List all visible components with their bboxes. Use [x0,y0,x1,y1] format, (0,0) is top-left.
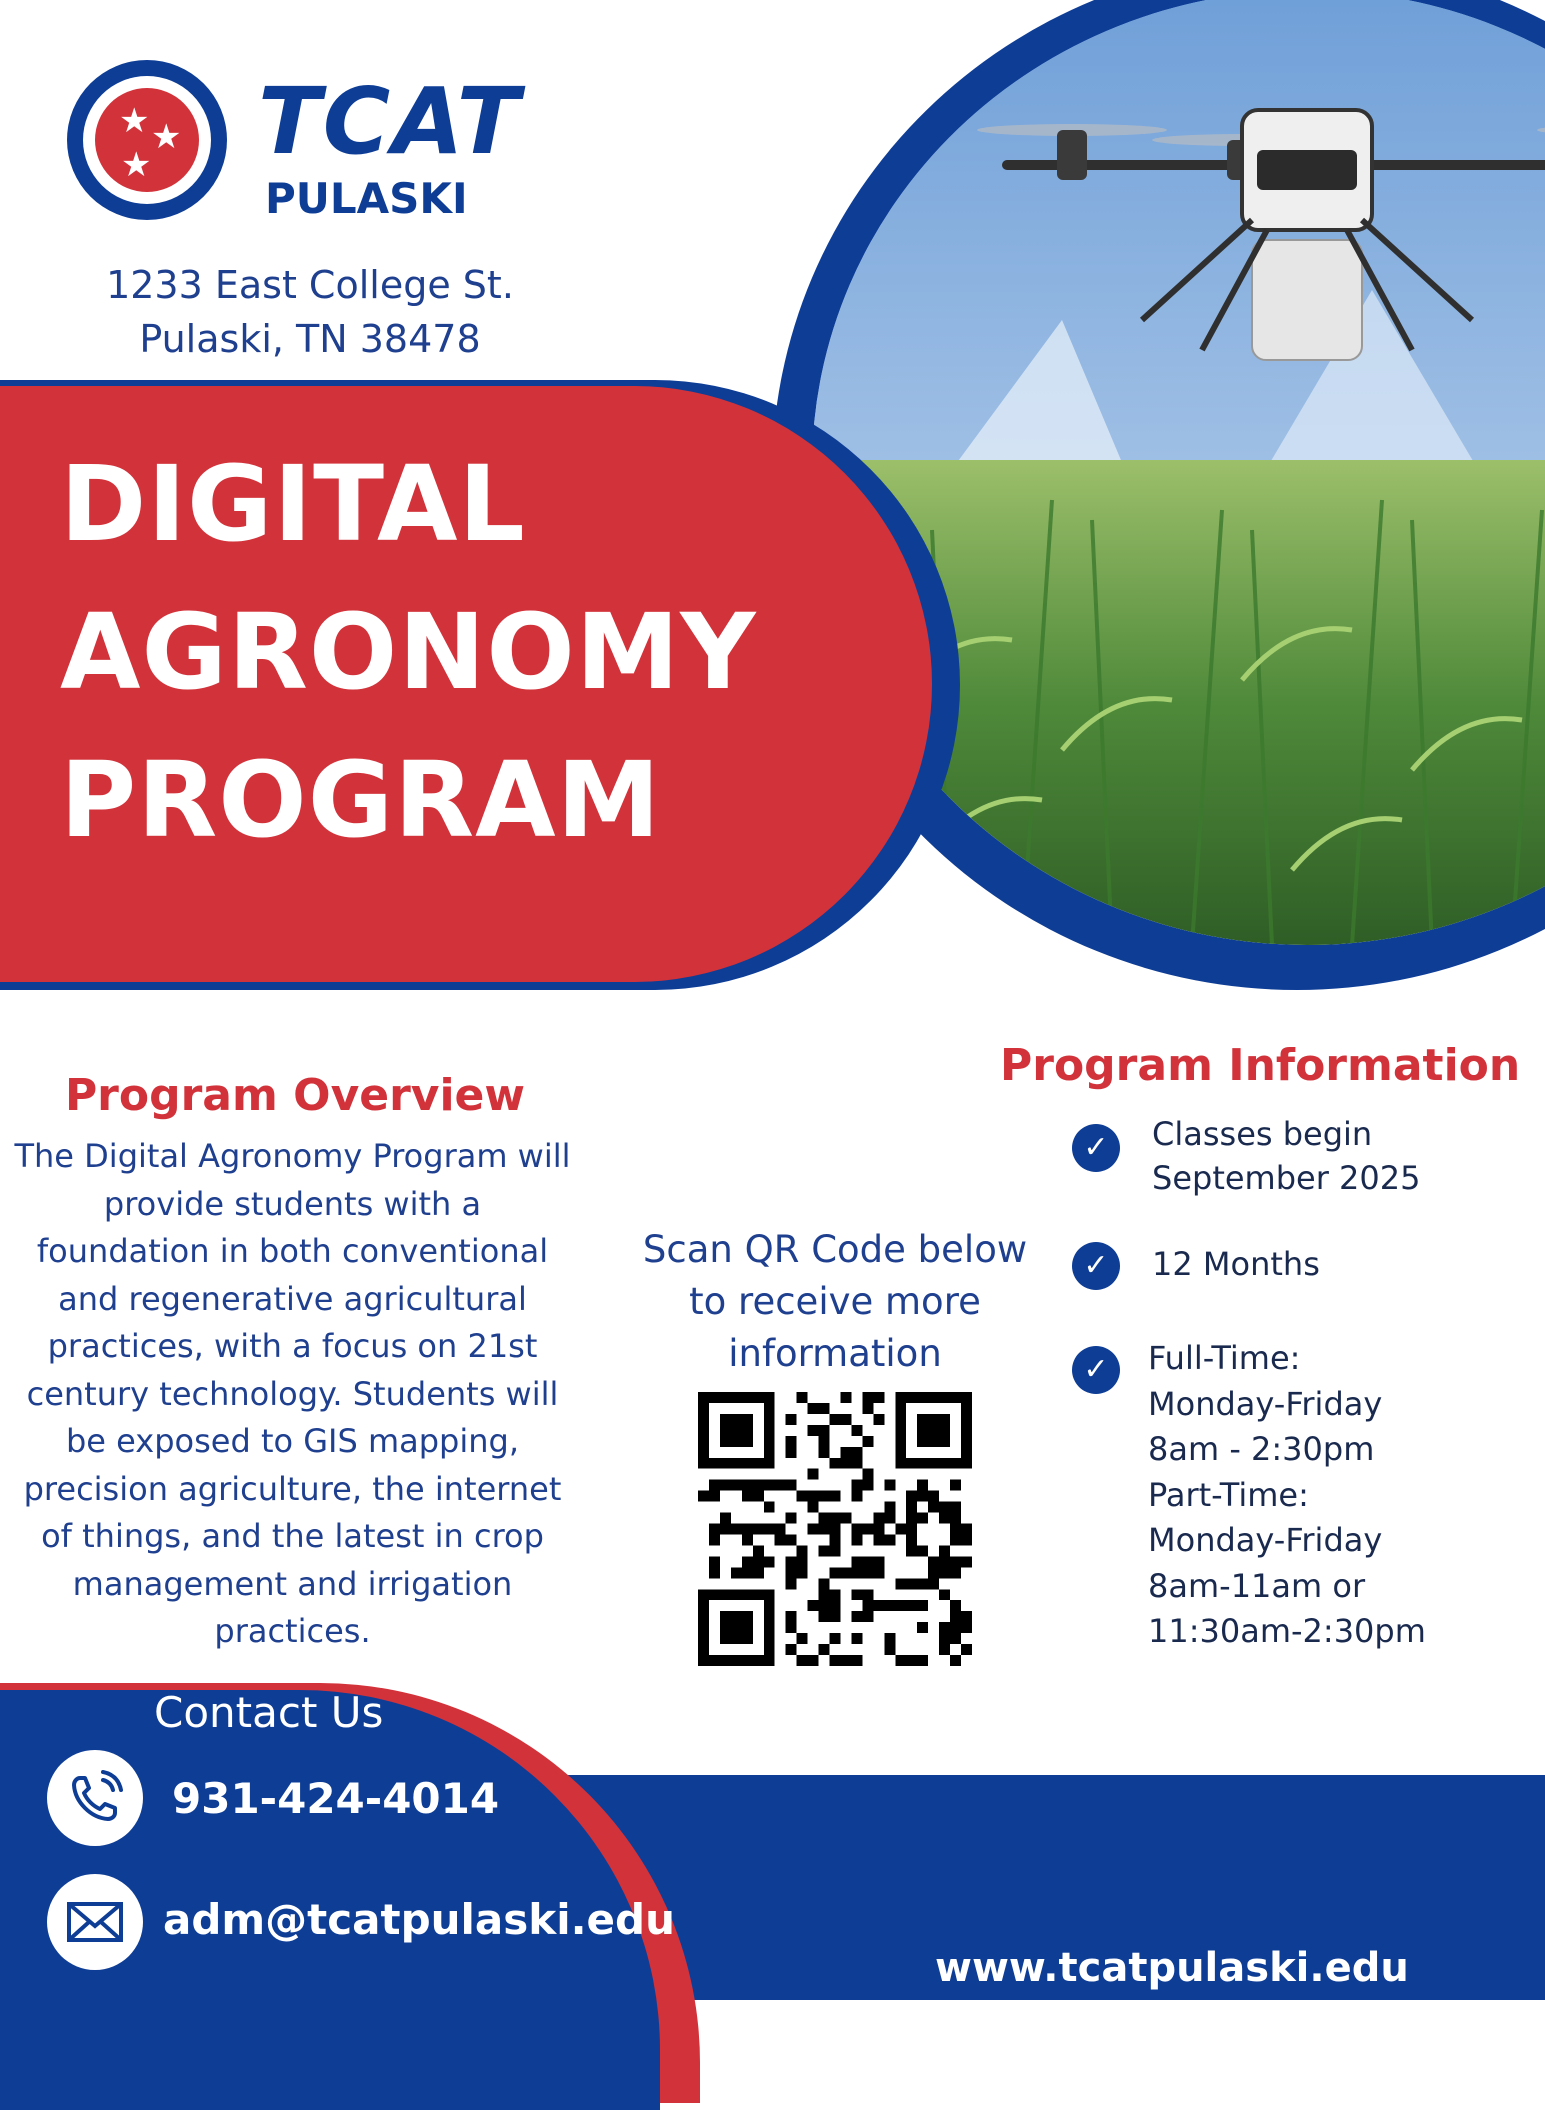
mail-glyph [47,1874,143,1970]
overview-text [0,1133,585,1656]
info-line: 12 Months [1152,1245,1320,1283]
info-line: Classes begin [1152,1115,1373,1153]
qr-caption-line: Scan QR Code below [642,1228,1028,1271]
contact-heading: Contact Us [154,1688,384,1737]
overview-line: management and irrigation [72,1564,513,1603]
star-icon: ★ [121,145,152,185]
page-title-line: PROGRAM [60,739,662,861]
info-item-start [1152,1112,1420,1200]
phone-glyph [47,1750,143,1846]
overview-line: practices. [214,1612,371,1650]
website-link[interactable]: www.tcatpulaski.edu [935,1945,1409,1991]
contact-email[interactable]: adm@tcatpulaski.edu [163,1895,675,1944]
check-icon: ✓ [1072,1242,1120,1290]
overview-line: foundation in both conventional [36,1232,549,1270]
info-line: 8am-11am or [1148,1566,1366,1605]
star-icon: ★ [119,101,150,141]
contact-phone[interactable]: 931-424-4014 [172,1774,500,1823]
info-heading: Program Information [1000,1040,1521,1091]
qr-caption-line: information [728,1332,942,1375]
address [60,258,560,366]
overview-line: precision agriculture, the internet [23,1469,562,1508]
check-icon: ✓ [1072,1346,1120,1394]
page-title-line: DIGITAL [60,443,526,565]
logo-wordmark: TCAT [258,68,522,175]
star-icon: ★ [151,117,182,157]
phone-icon [47,1750,143,1846]
check-icon: ✓ [1072,1124,1120,1172]
mail-icon [47,1874,143,1970]
info-line: Monday-Friday [1148,1521,1383,1559]
info-line: Part-Time: [1148,1475,1309,1514]
overview-line: practices, with a focus on 21st [47,1327,538,1365]
info-line: September 2025 [1152,1159,1421,1197]
info-line: 11:30am-2:30pm [1148,1612,1426,1650]
overview-line: be exposed to GIS mapping, [65,1422,520,1460]
page-title-line: AGRONOMY [60,591,757,713]
info-line: 8am - 2:30pm [1148,1430,1375,1468]
address-line: Pulaski, TN 38478 [139,317,481,361]
info-line: Full-Time: [1148,1339,1301,1377]
info-item-schedule [1148,1336,1426,1655]
qr-code[interactable] [698,1392,972,1666]
overview-line: of things, and the latest in crop [41,1517,544,1555]
address-line: 1233 East College St. [106,263,514,307]
info-line: Monday-Friday [1148,1384,1383,1423]
overview-heading: Program Overview [64,1070,526,1121]
overview-line: century technology. Students will [26,1374,559,1413]
overview-line: and regenerative agricultural [58,1279,527,1318]
qr-code-graphic [698,1392,972,1666]
overview-line: The Digital Agronomy Program will [14,1137,571,1175]
overview-line: provide students with a [103,1184,482,1223]
logo-campus: PULASKI [265,174,468,223]
qr-caption-line: to receive more [689,1280,981,1323]
qr-caption [625,1224,1045,1380]
